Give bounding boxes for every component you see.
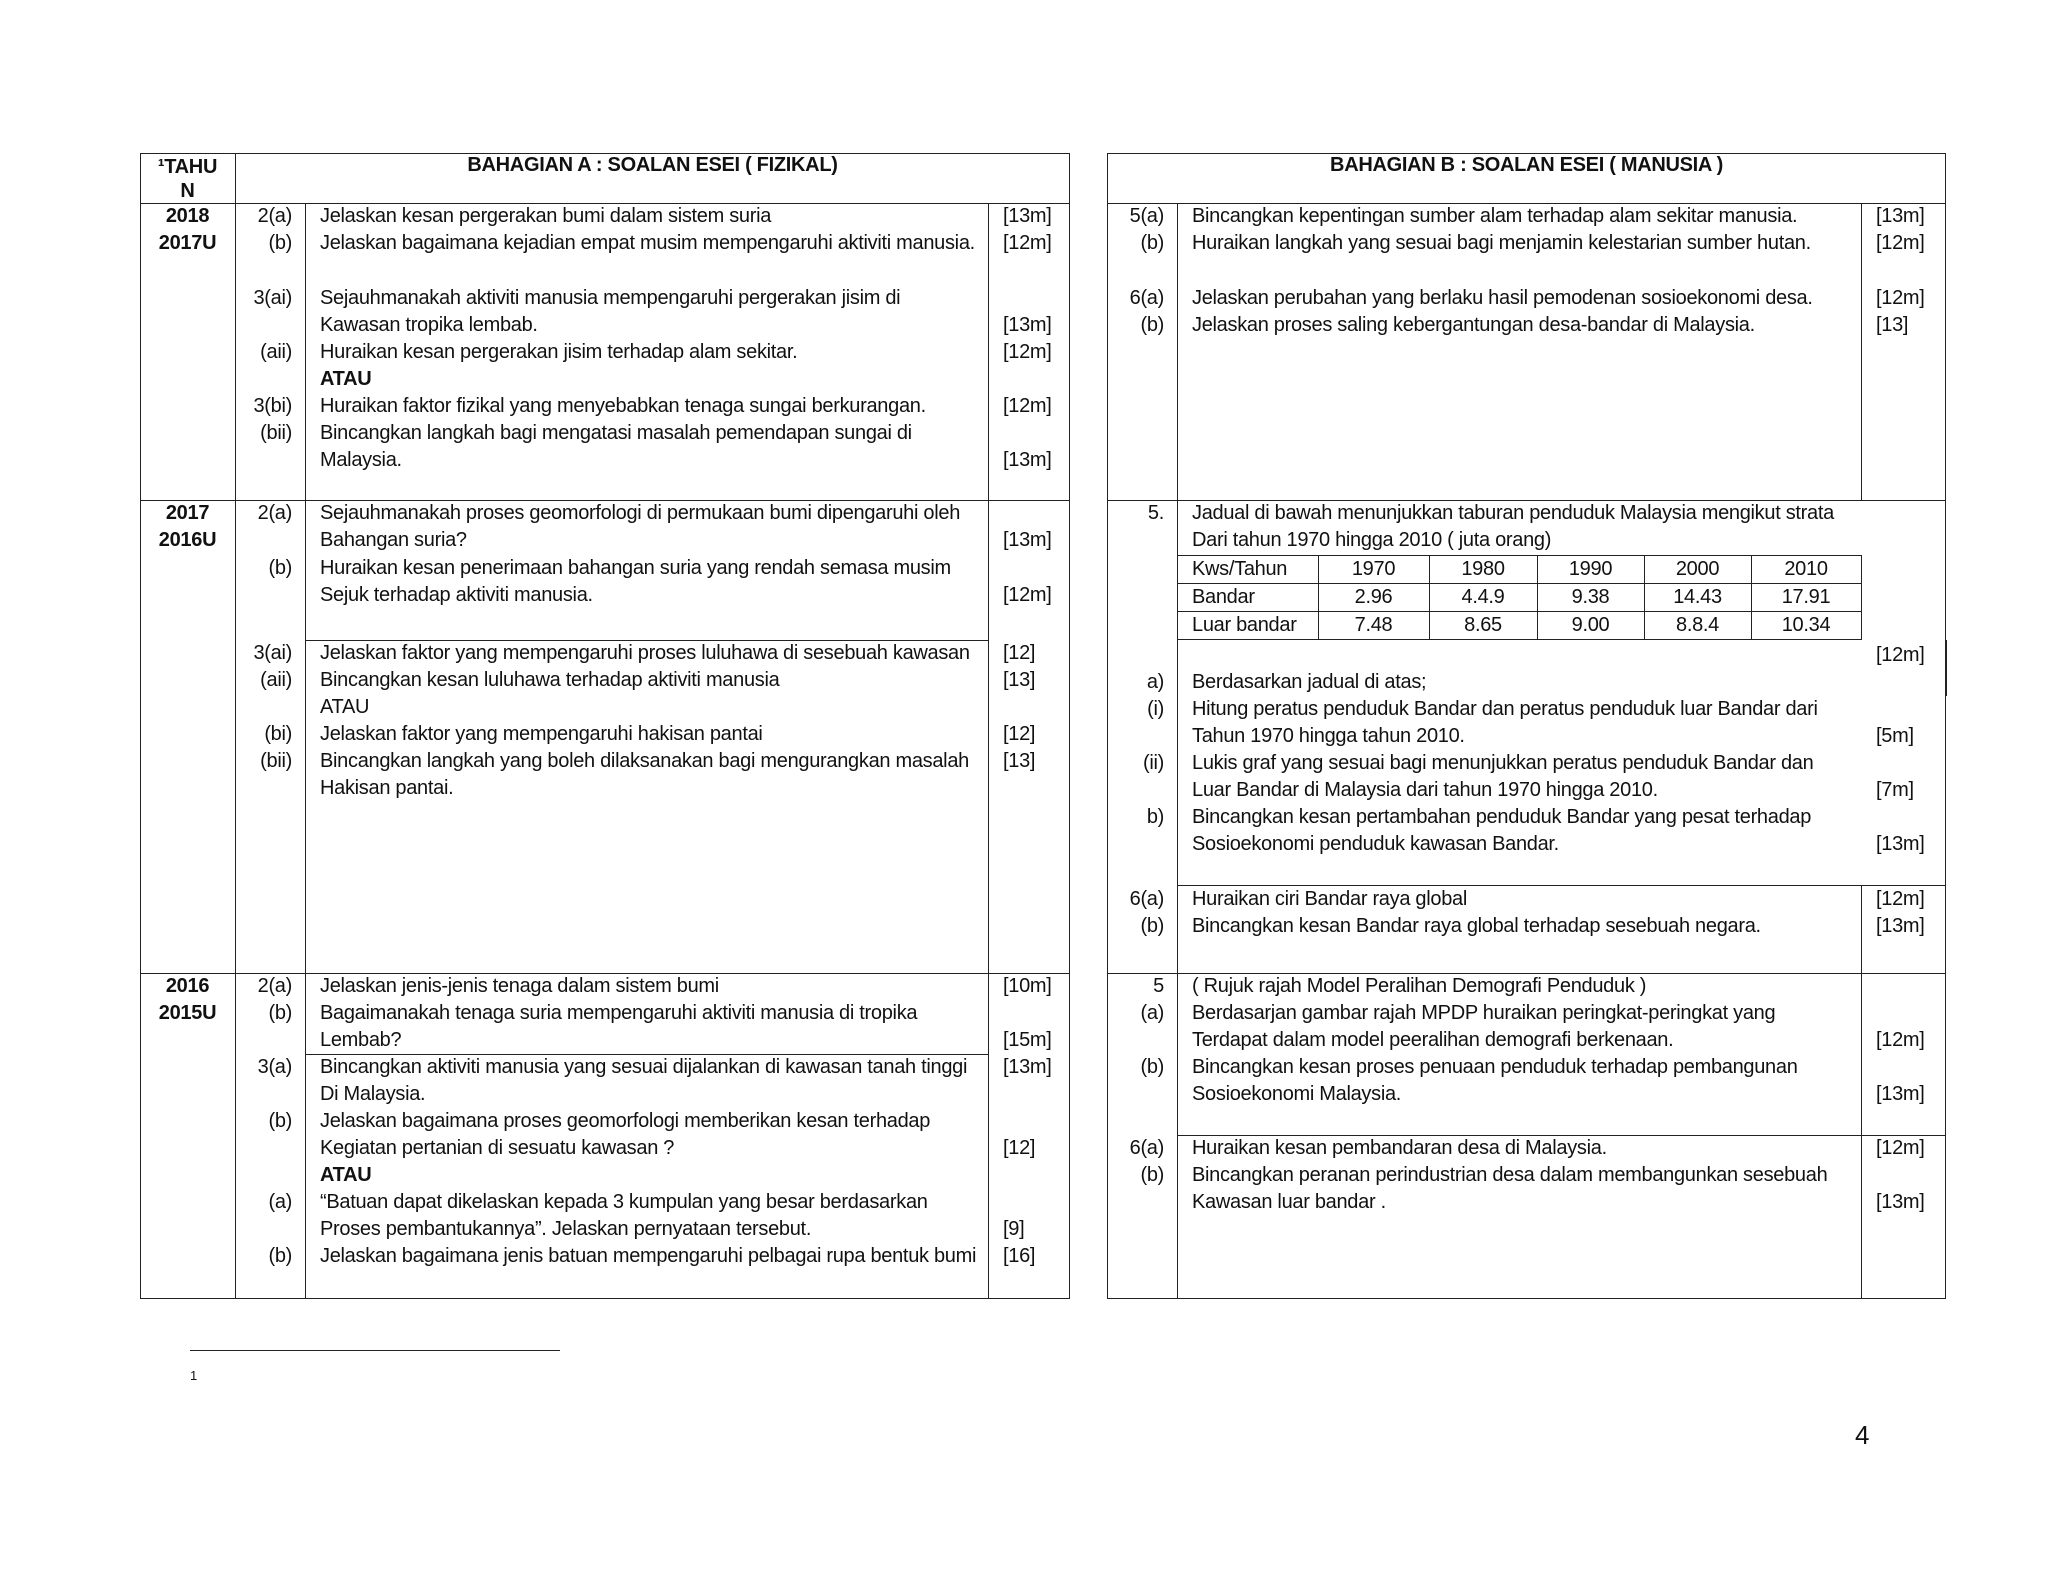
question-number: (b) xyxy=(1140,1056,1164,1078)
question-number: (b) xyxy=(1140,314,1164,336)
question-text: Lembab? xyxy=(320,1029,402,1051)
part-b-header: BAHAGIAN B : SOALAN ESEI ( MANUSIA ) xyxy=(1330,154,1723,176)
table-header-cell: 2010 xyxy=(1784,558,1828,580)
table-cell: 14.43 xyxy=(1673,586,1722,608)
question-text: Huraikan langkah yang sesuai bagi menjamin kelestarian sumber hutan. xyxy=(1192,232,1811,254)
question-mark: [12m] xyxy=(1876,888,1925,910)
question-mark: [12] xyxy=(1003,642,1036,664)
year-label: 2017 xyxy=(165,502,210,524)
question-number: (b) xyxy=(1140,232,1164,254)
question-number: (b) xyxy=(268,232,292,254)
question-text: Jelaskan bagaimana proses geomorfologi memberikan kesan terhadap xyxy=(320,1110,931,1132)
question-number: (b) xyxy=(268,1002,292,1024)
question-mark: [12m] xyxy=(1876,1029,1925,1051)
question-number: 6(a) xyxy=(1129,1137,1164,1159)
table-cell: 7.48 xyxy=(1354,614,1393,636)
question-mark: [13m] xyxy=(1003,205,1052,227)
question-mark: [12m] xyxy=(1003,341,1052,363)
question-text: Bincangkan peranan perindustrian desa dalam membangunkan sesebuah xyxy=(1192,1164,1828,1186)
atau-label: ATAU xyxy=(320,1164,372,1186)
question-text: Sejuk terhadap aktiviti manusia. xyxy=(320,584,593,606)
question-number: 6(a) xyxy=(1129,287,1164,309)
question-text: Bahangan suria? xyxy=(320,529,467,551)
question-number: 2(a) xyxy=(257,205,292,227)
question-text: Malaysia. xyxy=(320,449,402,471)
question-number: (b) xyxy=(268,557,292,579)
question-mark: [12m] xyxy=(1876,232,1925,254)
table-header-cell: 2000 xyxy=(1675,558,1720,580)
question-text: Jelaskan faktor yang mempengaruhi proses luluhawa di sesebuah kawasan xyxy=(320,642,970,664)
atau-label: ATAU xyxy=(320,368,372,390)
question-text: Bincangkan kesan luluhawa terhadap aktiviti manusia xyxy=(320,669,780,691)
question-mark: [13m] xyxy=(1876,1083,1925,1105)
table-cell: 4.4.9 xyxy=(1461,586,1505,608)
question-text: Di Malaysia. xyxy=(320,1083,426,1105)
question-number: 3(bi) xyxy=(253,395,292,417)
question-text: Bincangkan langkah bagi mengatasi masalah pemendapan sungai di xyxy=(320,422,912,444)
question-text: Sejauhmanakah proses geomorfologi di permukaan bumi dipengaruhi oleh xyxy=(320,502,961,524)
question-text: Jelaskan kesan pergerakan bumi dalam sistem suria xyxy=(320,205,772,227)
question-text: Jelaskan proses saling kebergantungan desa-bandar di Malaysia. xyxy=(1192,314,1755,336)
question-text: Bincangkan kepentingan sumber alam terhadap alam sekitar manusia. xyxy=(1192,205,1798,227)
question-text: Proses pembantukannya”. Jelaskan pernyataan tersebut. xyxy=(320,1218,812,1240)
question-text: Tahun 1970 hingga tahun 2010. xyxy=(1192,725,1465,747)
table-header-cell: 1970 xyxy=(1351,558,1396,580)
question-number: (b) xyxy=(1140,915,1164,937)
question-mark: [13] xyxy=(1876,314,1909,336)
question-number: 5 xyxy=(1153,975,1164,997)
tahun-header-line1: ¹TAHU xyxy=(157,156,218,178)
tahun-header xyxy=(140,155,235,203)
question-mark: [7m] xyxy=(1876,779,1914,801)
table-cell: 8.8.4 xyxy=(1676,614,1719,636)
question-number: b) xyxy=(1146,806,1164,828)
question-text: Hakisan pantai. xyxy=(320,777,454,799)
footnote-marker: 1 xyxy=(190,1368,198,1383)
question-text: Huraikan faktor fizikal yang menyebabkan tenaga sungai berkurangan. xyxy=(320,395,926,417)
question-text: Sosioekonomi Malaysia. xyxy=(1192,1083,1402,1105)
question-number: 2(a) xyxy=(257,502,292,524)
tahun-header-line2: N xyxy=(180,180,195,202)
question-number: 3(ai) xyxy=(253,287,292,309)
question-text: Dari tahun 1970 hingga 2010 ( juta orang) xyxy=(1192,529,1552,551)
question-mark: [12] xyxy=(1003,1137,1036,1159)
question-text: Hitung peratus penduduk Bandar dan peratus penduduk luar Bandar dari xyxy=(1192,698,1818,720)
question-text: Jadual di bawah menunjukkan taburan penduduk Malaysia mengikut strata xyxy=(1192,502,1834,524)
question-mark: [12] xyxy=(1003,723,1036,745)
year-label: 2016U xyxy=(158,529,217,551)
question-text: Huraikan kesan pembandaran desa di Malaysia. xyxy=(1192,1137,1607,1159)
table-header-cell: 1990 xyxy=(1568,558,1613,580)
question-text: Berdasarkan jadual di atas; xyxy=(1192,671,1427,693)
question-mark: [12m] xyxy=(1876,1137,1925,1159)
question-mark: [13m] xyxy=(1003,1056,1052,1078)
part-a-header: BAHAGIAN A : SOALAN ESEI ( FIZIKAL) xyxy=(467,154,838,176)
question-text: Kawasan tropika lembab. xyxy=(320,314,538,336)
question-number: 5(a) xyxy=(1129,205,1164,227)
question-number: (a) xyxy=(1140,1002,1164,1024)
question-text: Huraikan kesan pergerakan jisim terhadap alam sekitar. xyxy=(320,341,798,363)
year-label: 2016 xyxy=(165,975,210,997)
question-mark: [16] xyxy=(1003,1245,1036,1267)
question-number: (b) xyxy=(268,1110,292,1132)
question-number: (aii) xyxy=(260,341,292,363)
table-header-cell: 1980 xyxy=(1461,558,1505,580)
question-number: (aii) xyxy=(260,669,292,691)
year-label: 2018 xyxy=(165,205,210,227)
question-mark: [13m] xyxy=(1876,833,1925,855)
question-text: Lukis graf yang sesuai bagi menunjukkan peratus penduduk Bandar dan xyxy=(1192,752,1814,774)
question-number: a) xyxy=(1146,671,1164,693)
question-text: Jelaskan perubahan yang berlaku hasil pemodenan sosioekonomi desa. xyxy=(1192,287,1813,309)
atau-label: ATAU xyxy=(320,696,370,718)
question-text: Huraikan kesan penerimaan bahangan suria yang rendah semasa musim xyxy=(320,557,951,579)
question-number: (b) xyxy=(268,1245,292,1267)
question-mark: [13] xyxy=(1003,669,1036,691)
question-text: Jelaskan bagaimana jenis batuan mempengaruhi pelbagai rupa bentuk bumi xyxy=(320,1245,977,1267)
question-number: 3(a) xyxy=(257,1056,292,1078)
question-text: Jelaskan bagaimana kejadian empat musim mempengaruhi aktiviti manusia. xyxy=(320,232,975,254)
question-number: 6(a) xyxy=(1129,888,1164,910)
question-number: (b) xyxy=(1140,1164,1164,1186)
table-cell: 9.38 xyxy=(1571,586,1610,608)
question-text: Jelaskan faktor yang mempengaruhi hakisan pantai xyxy=(320,723,763,745)
question-mark: [5m] xyxy=(1876,725,1914,747)
question-text: Kawasan luar bandar . xyxy=(1192,1191,1386,1213)
question-text: Huraikan ciri Bandar raya global xyxy=(1192,888,1467,910)
question-mark: [13m] xyxy=(1876,205,1925,227)
page-number: 4 xyxy=(1855,1420,1870,1450)
table-cell: Luar bandar xyxy=(1192,614,1297,636)
question-number: (bii) xyxy=(260,750,292,772)
question-text: Bincangkan kesan proses penuaan penduduk terhadap pembangunan xyxy=(1192,1056,1798,1078)
footnote-separator xyxy=(190,1350,560,1351)
question-text: Luar Bandar di Malaysia dari tahun 1970 hingga 2010. xyxy=(1192,779,1658,801)
question-number: (bi) xyxy=(264,723,292,745)
question-text: Jelaskan jenis-jenis tenaga dalam sistem bumi xyxy=(320,975,719,997)
question-text: Sejauhmanakah aktiviti manusia mempengaruhi pergerakan jisim di xyxy=(320,287,901,309)
question-text: Bincangkan aktiviti manusia yang sesuai dijalankan di kawasan tanah tinggi xyxy=(320,1056,968,1078)
question-mark: [10m] xyxy=(1003,975,1052,997)
table-cell: 10.34 xyxy=(1781,614,1831,636)
question-number: (bii) xyxy=(260,422,292,444)
year-label: 2017U xyxy=(158,232,217,254)
question-number: 2(a) xyxy=(257,975,292,997)
question-text: Sosioekonomi penduduk kawasan Bandar. xyxy=(1192,833,1559,855)
question-text: Terdapat dalam model peeralihan demografi berkenaan. xyxy=(1192,1029,1674,1051)
question-text: Bincangkan kesan pertambahan penduduk Bandar yang pesat terhadap xyxy=(1192,806,1812,828)
question-number: (a) xyxy=(268,1191,292,1213)
table-header-cell: Kws/Tahun xyxy=(1192,558,1288,580)
question-mark: [13m] xyxy=(1003,449,1052,471)
question-mark: [12m] xyxy=(1876,644,1925,666)
question-mark: [15m] xyxy=(1003,1029,1052,1051)
question-text: Bincangkan langkah yang boleh dilaksanakan bagi mengurangkan masalah xyxy=(320,750,969,772)
question-mark: [12m] xyxy=(1003,584,1052,606)
question-text: “Batuan dapat dikelaskan kepada 3 kumpulan yang besar berdasarkan xyxy=(320,1191,928,1213)
question-mark: [12m] xyxy=(1003,395,1052,417)
question-mark: [13m] xyxy=(1876,1191,1925,1213)
table-cell: Bandar xyxy=(1192,586,1255,608)
question-number: 5. xyxy=(1147,502,1164,524)
question-mark: [13m] xyxy=(1003,314,1052,336)
question-text: Bagaimanakah tenaga suria mempengaruhi aktiviti manusia di tropika xyxy=(320,1002,918,1024)
question-number: 3(ai) xyxy=(253,642,292,664)
question-text: ( Rujuk rajah Model Peralihan Demografi Penduduk ) xyxy=(1192,975,1647,997)
question-number: (ii) xyxy=(1142,752,1164,774)
question-mark: [12m] xyxy=(1876,287,1925,309)
table-cell: 8.65 xyxy=(1464,614,1502,636)
question-text: Berdasarjan gambar rajah MPDP huraikan peringkat-peringkat yang xyxy=(1192,1002,1776,1024)
question-mark: [13] xyxy=(1003,750,1036,772)
year-label: 2015U xyxy=(158,1002,217,1024)
question-text: Kegiatan pertanian di sesuatu kawasan ? xyxy=(320,1137,675,1159)
question-number: (i) xyxy=(1147,698,1164,720)
table-cell: 2.96 xyxy=(1354,586,1393,608)
table-cell: 17.91 xyxy=(1781,586,1831,608)
question-mark: [9] xyxy=(1003,1218,1025,1240)
question-mark: [13m] xyxy=(1003,529,1052,551)
question-mark: [13m] xyxy=(1876,915,1925,937)
question-text: Bincangkan kesan Bandar raya global terhadap sesebuah negara. xyxy=(1192,915,1761,937)
question-mark: [12m] xyxy=(1003,232,1052,254)
table-cell: 9.00 xyxy=(1571,614,1610,636)
